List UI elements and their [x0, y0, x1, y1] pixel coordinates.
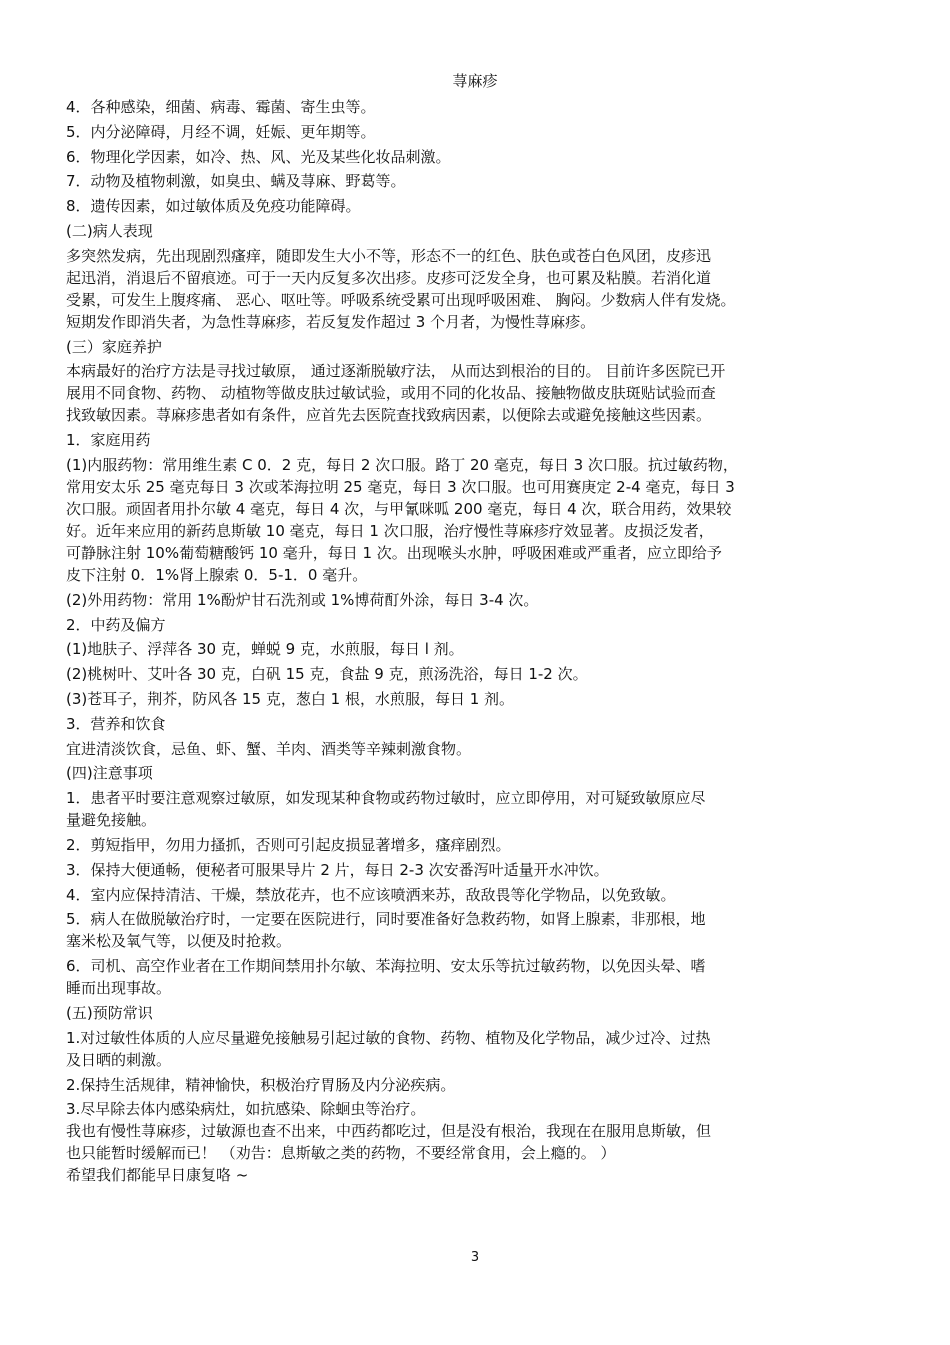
text-line: 次口服。顽固者用扑尔敏 4 毫克，每日 4 次，与甲氰咪呱 200 毫克，每日 4 次，联合用药，效果较	[66, 499, 732, 518]
paragraph	[66, 834, 896, 856]
text-line: (1)地肤子、浮萍各 30 克，蝉蜕 9 克，水煎服，每日 l 剂。	[66, 640, 464, 659]
paragraph	[66, 955, 896, 999]
paragraph	[66, 1074, 896, 1096]
text-line: (三）家庭养护	[66, 337, 162, 356]
text-line: 4．各种感染，细菌、病毒、霉菌、寄生虫等。	[66, 98, 376, 116]
text-line: 3.尽早除去体内感染病灶，如抗感染、除蛔虫等治疗。	[66, 1100, 426, 1119]
text-line: 6．司机、高空作业者在工作期间禁用扑尔敏、苯海拉明、安太乐等抗过敏药物，以免因头晕、嗜	[66, 957, 706, 976]
text-line: 1.对过敏性体质的人应尽量避免接触易引起过敏的食物、药物、植物及化学物品，减少过冷、过热	[66, 1028, 711, 1047]
paragraph	[66, 360, 896, 426]
text-line: 8．遗传因素，如过敏体质及免疫功能障碍。	[66, 197, 361, 216]
text-line: (1)内服药物：常用维生素 C 0．2 克，每日 2 次口服。路丁 20 毫克，每日 3 次口服。抗过敏药物，	[66, 455, 738, 474]
text-line: (2)桃树叶、艾叶各 30 克，白矾 15 克，食盐 9 克，煎汤洗浴，每日 1-2 次。	[66, 665, 588, 684]
paragraph	[66, 195, 896, 217]
text-line: 可静脉注射 10%葡萄糖酸钙 10 毫升，每日 1 次。出现喉头水肿，呼吸困难或严重者，应立即给予	[66, 543, 722, 562]
paragraph	[66, 121, 896, 143]
paragraph	[66, 663, 896, 685]
text-line: 6．物理化学因素，如冷、热、风、光及某些化妆品刺激。	[66, 147, 451, 166]
paragraph	[66, 638, 896, 660]
paragraph	[66, 1002, 896, 1024]
text-line: (五)预防常识	[66, 1003, 153, 1022]
page-number: 3	[470, 1250, 480, 1265]
text-line: 2．中药及偏方	[66, 615, 166, 634]
paragraph	[66, 429, 896, 451]
paragraph	[66, 762, 896, 784]
text-line: 3．保持大便通畅，便秘者可服果导片 2 片，每日 2-3 次安番泻叶适量开水冲饮。	[66, 860, 609, 879]
paragraph	[66, 859, 896, 881]
text-line: 多突然发病，先出现剧烈瘙痒，随即发生大小不等，形态不一的红色、肤色或苍白色风团，皮疹迅	[66, 246, 712, 265]
paragraph	[66, 884, 896, 906]
paragraph	[66, 454, 896, 586]
text-line: 2.保持生活规律，精神愉快，积极治疗胃肠及内分泌疾病。	[66, 1075, 456, 1094]
text-line: 受累，可发生上腹疼痛、 恶心、呕吐等。呼吸系统受累可出现呼吸困难、 胸闷。少数病人伴有发烧。	[66, 290, 736, 309]
paragraph	[66, 713, 896, 735]
paragraph	[66, 738, 896, 760]
page-header-title: 荨麻疹	[452, 72, 498, 90]
text-line: (二)病人表现	[66, 221, 153, 240]
paragraph	[66, 170, 896, 192]
text-line: 希望我们都能早日康复咯 ~	[66, 1166, 249, 1185]
text-line: 7．动物及植物刺激，如臭虫、螨及荨麻、野葛等。	[66, 172, 406, 191]
paragraph	[66, 146, 896, 168]
text-line: 本病最好的治疗方法是寻找过敏原， 通过逐渐脱敏疗法， 从而达到根治的目的。 目前许多医院已开	[66, 362, 726, 381]
text-line: 5．病人在做脱敏治疗时，一定要在医院进行，同时要准备好急救药物，如肾上腺素，非那根，地	[66, 910, 706, 929]
text-line: 3．营养和饮食	[66, 714, 166, 733]
text-line: 睡而出现事故。	[66, 979, 172, 998]
document-body	[66, 96, 896, 1186]
text-line: 及日晒的刺激。	[66, 1050, 172, 1069]
paragraph	[66, 245, 896, 333]
text-line: (四)注意事项	[66, 764, 153, 783]
paragraph	[66, 1098, 896, 1186]
text-line: 起迅消，消退后不留痕迹。可于一天内反复多次出疹。皮疹可泛发全身，也可累及粘膜。若消化道	[66, 268, 712, 287]
paragraph	[66, 908, 896, 952]
text-line: 短期发作即消失者，为急性荨麻疹，若反复发作超过 3 个月者，为慢性荨麻疹。	[66, 312, 596, 331]
text-line: 也只能暂时缓解而已！ （劝告：息斯敏之类的药物，不要经常食用，会上瘾的。 ）	[66, 1144, 616, 1163]
text-line: 皮下注射 0．1%肾上腺索 0．5-1．0 毫升。	[66, 565, 368, 584]
paragraph	[66, 688, 896, 710]
paragraph	[66, 614, 896, 636]
text-line: 找致敏因素。荨麻疹患者如有条件，应首先去医院查找致病因素，以便除去或避免接触这些因素。	[66, 406, 712, 425]
paragraph	[66, 220, 896, 242]
text-line: 常用安太乐 25 毫克每日 3 次或苯海拉明 25 毫克，每日 3 次口服。也可用赛庚定 2-4 毫克，每日 3	[66, 477, 735, 496]
paragraph	[66, 96, 896, 118]
text-line: 宜进清淡饮食，忌鱼、虾、蟹、羊肉、酒类等辛辣刺激食物。	[66, 739, 472, 758]
paragraph	[66, 589, 896, 611]
text-line: 4．室内应保持清洁、干燥，禁放花卉，也不应该喷洒来苏，敌敌畏等化学物品，以免致敏。	[66, 885, 676, 904]
text-line: 量避免接触。	[66, 811, 157, 830]
text-line: 展用不同食物、药物、 动植物等做皮肤过敏试验，或用不同的化妆品、接触物做皮肤斑贴试验而查	[66, 384, 716, 403]
paragraph	[66, 336, 896, 358]
text-line: 1．家庭用药	[66, 431, 151, 450]
paragraph	[66, 1027, 896, 1071]
text-line: 2．剪短指甲，勿用力搔抓，否则可引起皮损显著增多，瘙痒剧烈。	[66, 835, 511, 854]
text-line: 我也有慢性荨麻疹，过敏源也查不出来，中西药都吃过，但是没有根治，我现在在服用息斯敏，但	[66, 1122, 712, 1141]
text-line: 好。近年来应用的新药息斯敏 10 毫克，每日 1 次口服，治疗慢性荨麻疹疗效显著。皮损泛发者，	[66, 521, 714, 540]
paragraph	[66, 787, 896, 831]
text-line: 5．内分泌障碍，月经不调，妊娠、更年期等。	[66, 122, 376, 141]
text-line: (2)外用药物：常用 1%酚炉甘石洗剂或 1%博荷酊外涂，每日 3-4 次。	[66, 590, 539, 609]
text-line: 1．患者平时要注意观察过敏原，如发现某种食物或药物过敏时，应立即停用，对可疑致敏原应尽	[66, 789, 706, 808]
text-line: (3)苍耳子，荆芥，防风各 15 克，葱白 1 根，水煎服，每日 1 剂。	[66, 689, 515, 708]
text-line: 塞米松及氧气等，以便及时抢救。	[66, 932, 292, 951]
